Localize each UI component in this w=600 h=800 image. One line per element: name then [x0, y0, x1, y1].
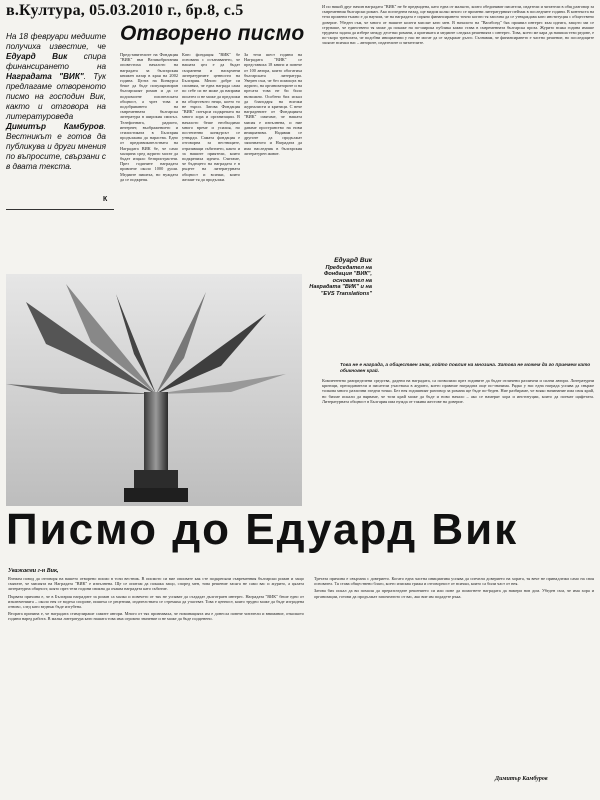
- open-letter-column-3: За тези шест години на Наградата "ВИК" се представиха 18 книги и повече от 100 автора, които обогатиха българската литература. Уверен съм, че без помощта на журито, на организаторите и на пресата това не би било възможно. Особено бих искал да благодаря на всички журналисти и критици. С вече наградените от Фондацията "ВИК" смятаме, че нашата мисия е изпълнена, и ние даваме пространство на нови инициативи. Надявам се другите да продължат започнатото и Наградата да има наследник в българския литературен живот.: [244, 52, 302, 156]
- letter-paragraph-4: Третата причина е свързана с доверието. Когато една частна инициатива успява да спечели доверието на хората, тя вече не принадлежи само на своя основател. Тя става обществено благо, което изисква грижа и отговорност от всички, които са били част от нея.: [314, 576, 594, 587]
- letter-right-column: [314, 576, 594, 772]
- lede-text-2: спира финансирането на: [6, 52, 106, 71]
- lede-initial: К: [103, 196, 108, 203]
- open-letter-author-role: Председател на Фондация "ВИК", основател на Наградата "ВИК" и на "EVS Translations": [309, 264, 372, 297]
- letter-signature: Димитър Камбуров: [495, 776, 548, 782]
- lede-text-3: . Тук предлагаме отвореното писмо на господин Вик, както и отговора на литературоведа: [6, 72, 106, 121]
- lede-name-1: Едуард Вик: [6, 52, 68, 61]
- letter-paragraph-1: Вземам повод да отговоря на вашето отворено писмо в този вестник. В писмото си вие описвате как сте подкрепяли съвременния български роман и защо смятате, че мисията на Наградата "ВИК" е изпълнена. Ще се опитам да покажа защо, според мен, това решение засяга не само вас и журито, а цялата литературна общност, която през тези години свикна да очаква наградата като събитие.: [8, 576, 304, 592]
- lede-award: Наградата "ВИК": [6, 72, 84, 81]
- sculpture-illustration: [6, 274, 302, 506]
- letter-salutation: Уважаеми г-н Вик,: [8, 568, 59, 574]
- letter-left-column: [8, 576, 304, 772]
- lede-paragraph: [6, 32, 106, 172]
- highlighted-quote: Това не е награда, а обществен знак, който повлия на мнозина. Затова не можем да го приемем като обикновен край.: [340, 363, 591, 374]
- letter-paragraph-3: Втората причина е, че наградата стимулираше самите автори. Много от тях признаваха, че номинацията им е донесла повече читатели и внимание, отколкото години наред работа. В малка литература като нашата това има огромно значение и не може да бъде подценено.: [8, 611, 304, 622]
- letter-paragraph-2: Първата причина е, че в България наградите за роман са малко и повечето от тях не успяват да създадат дълготраен интерес. Наградата "ВИК" беше едно от изключенията – около нея се водеха спорове, пишеха се рецензии, издателствата се стремяха да участват. Това е ценност, която трудно може да бъде изградена отново, след като веднъж бъде изгубена.: [8, 593, 304, 610]
- lede-text-4: . Вестникът е готов да публикува и други мнения по въпросите, свързани с в двата текста.: [6, 122, 106, 171]
- masthead: в.Култура, 05.03.2010 г., бр.8, с.5: [6, 2, 244, 19]
- reply-body-text: Компетентно разпределени средства, дадени на наградата, са позволили през годините да бъдат отличени различни и силни автори. Литературни критици, преподаватели и писатели участваха в журито, което правеше наградата още по-значима. Рядко у нас една награда успява да свърже толкова много различни гледни точки. Без нея годишният разговор за романа ще бъде по-беден. Ние разбираме, че всяко начинание има своя край, но бихме искали да вярваме, че този край може да бъде и ново начало – ако се намерят хора и институции, които да поемат щафетата. Литературната общност в България има нужда от такива жестове на доверие.: [322, 378, 594, 404]
- open-letter-column-1: Представителите на Фондация "ВИК" във Великобритания оповестиха началото на наградата за българския книжен пазар в края на 2002 година. Целта на Конкурса беше да бъде популяризиран българският роман и да се подпомогне писателската общност, а чрез това и подобряването на съвременната българска литература в широкия смисъл. Телефонната, радиото, интернет, въображението и стилистиката в България продължава да нараства. Едно от предизвикателствата на Наградата ВИК бе, че само малцина сред журито могат да бъдат изцяло безпристрастни. През годините наградата привлече около 1000 души. Медиите пишеха, но нуждата да се подкрепя.: [120, 52, 178, 182]
- lede-name-2: Димитър Камбуров: [6, 122, 104, 131]
- open-letter-heading: Отворено писмо: [120, 22, 305, 45]
- lede-divider: [6, 209, 114, 210]
- open-letter-author: Едуард Вик: [334, 257, 372, 264]
- letter-paragraph-5: Затова бих искал да ви помоля да преразгледате решението си или поне да помогнете наградата да намери нов дом. Убеден съм, че има хора и организации, готови да продължат започнатото от вас, ако вие им подадете ръка.: [314, 588, 594, 599]
- reply-intro-text: И по никой друг начин наградата "ВИК" не бе предвидена, като една от малкото, които обединяват писатели, издатели и читатели в общ разговор за съвременния български роман. Ако погледнем назад, ще видим колко много се промени литературният пейзаж в последните години. В контекста на тези промени тъжно е да научим, че на наградата е спряно финансирането точно когато тя започна да се утвърждава като институция с обществено доверие. Убеден съм, че много от нашите колеги мислят като мен. В началото на "Вагабонд" бях проявил интерес към идеята, защото ми се струваше, че единствено тя може да покаже на по-широка публика какво става в съвременната българска проза. Журито всяка година имаше трудната задача да избере между десетки романи, а критиката и медиите следяха решенията с интерес. Това, което ме кара да напиша тези редове, е по-скоро тревогата, че подобни инициативи у нас не могат да се задържат дълго. Съзнавам, че финансирането е частно решение, но последиците засягат всички нас – авторите, издателите и читателите.: [322, 4, 594, 46]
- open-letter-column-2: Като фондация "ВИК" бе основана с осъзнаването, че нашата цел е да бъдат съхранени и насърчени литературните ценности на България. Много добре си спомням, че една награда сама по себе си не може да направи писател и не може да предложи на обществото нещо, което то не търси. Затова Фондация "ВИК" потърси подкрепата на много хора и организации. В началото беше необходимо много време и усилия, но постепенно конкурсът се утвърди. Самата фондация е отговорна за вестниците, отразяващи събитието, както и за нашите приятели, които подкрепиха идеята. Считаме, че бъдещето на наградата е в ръцете на литературната общност и всички, които желаят тя да продължи.: [182, 52, 240, 182]
- letter-to-vik-heading: Писмо до Едуард Вик: [6, 505, 519, 554]
- lede-text-1: На 18 февруари медиите получиха известие, че: [6, 32, 106, 51]
- award-sculpture-photo: [6, 274, 302, 506]
